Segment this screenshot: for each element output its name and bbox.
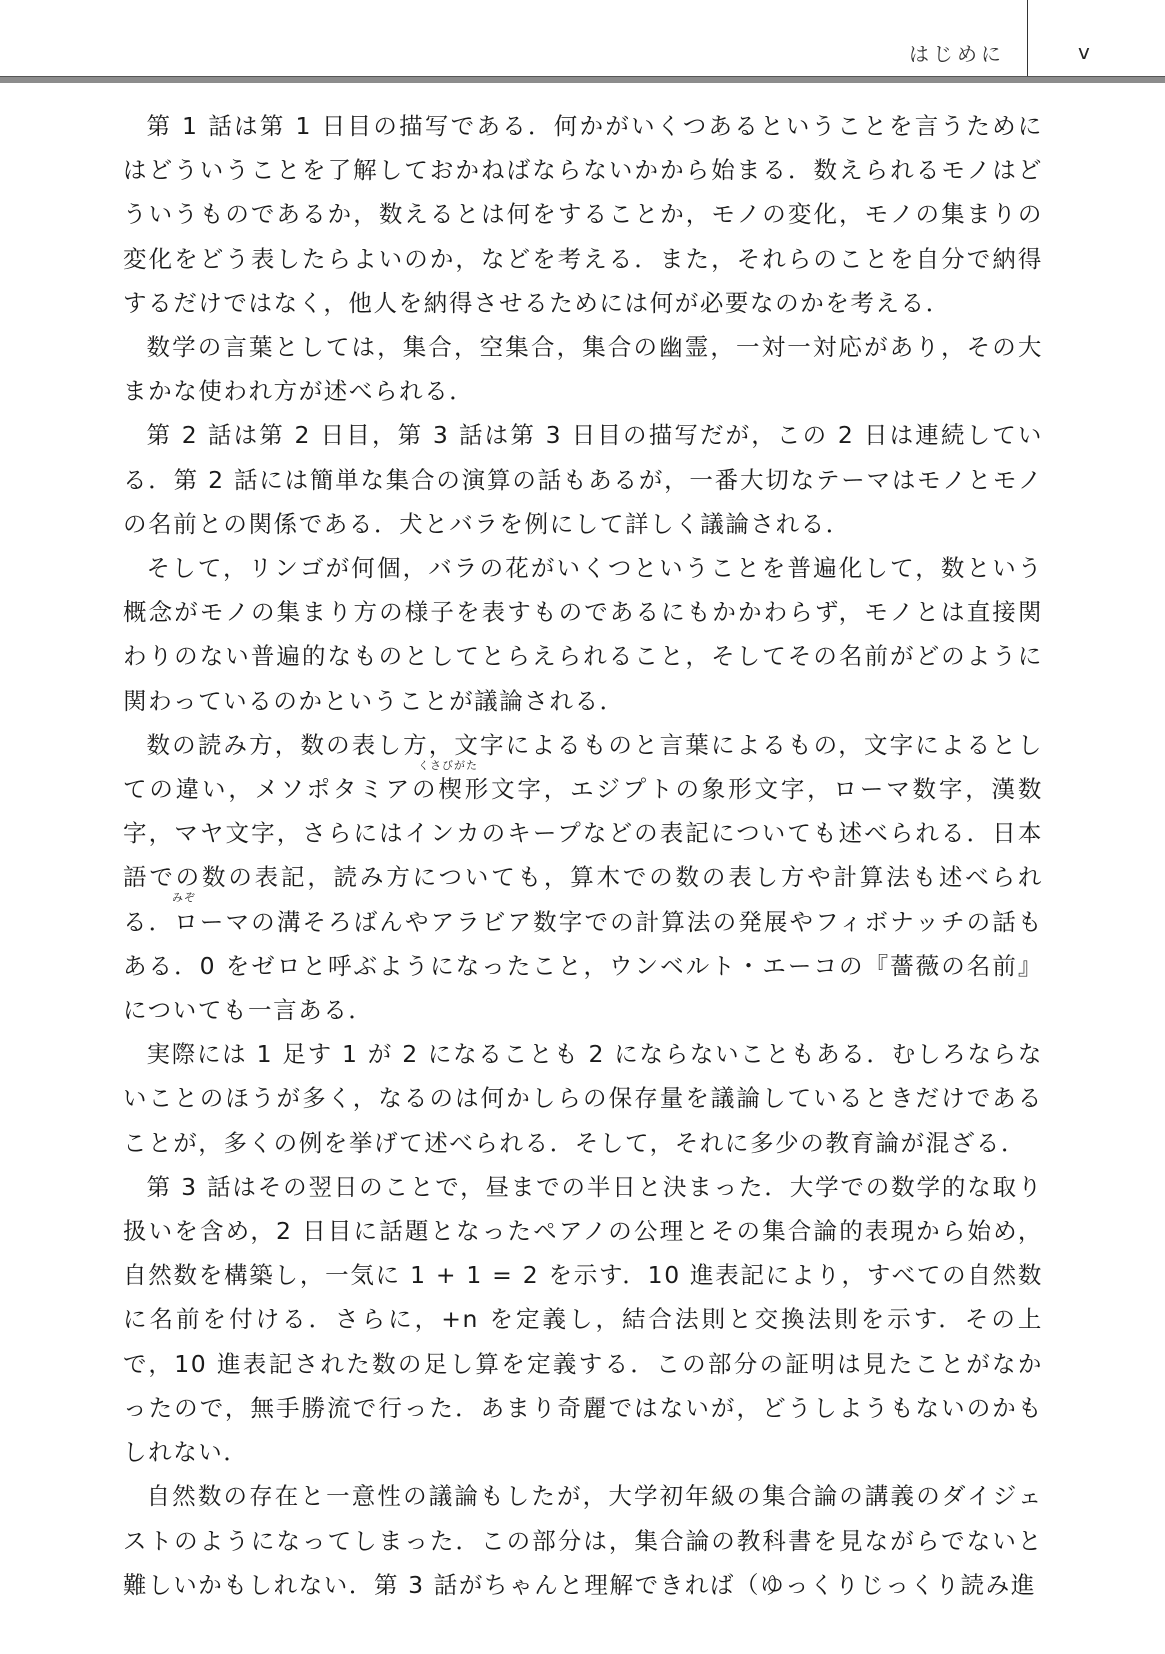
page-header (0, 0, 1165, 88)
paragraph-8: 自然数の存在と一意性の議論もしたが，大学初年級の集合論の講義のダイジェストのようになってしまった．この部分は，集合論の教科書を見ながらでないと難しいかもしれない．第 3 話がちゃんと理解できれば（ゆっくりじっくり読み進 (123, 1482, 1043, 1599)
running-title: はじめに (909, 42, 1005, 66)
paragraph-1: 第 1 話は第 1 日目の描写である．何かがいくつあるということを言うためにはどういうことを了解しておかねばならないかから始まる．数えられるモノはどういうものであるか，数えるとは何をすることか，モノの変化，モノの集まりの変化をどう表したらよいのか，などを考える．また，それらのことを自分で納得するだけではなく，他人を納得させるためには何が必要なのかを考える． (123, 112, 1043, 317)
paragraph-2: 数学の言葉としては，集合，空集合，集合の幽霊，一対一対応があり，その大まかな使われ方が述べられる． (123, 333, 1043, 406)
ruby-mizo: みぞ (172, 891, 196, 904)
page-number: v (1078, 40, 1090, 64)
paragraph-7: 第 3 話はその翌日のことで，昼までの半日と決まった．大学での数学的な取り扱いを含め，2 日目に話題となったペアノの公理とその集合論的表現から始め，自然数を構築し，一気に 1 + 1 = 2 を示す．10 進表記により，すべての自然数に名前を付ける．さらに，+n を定義し，結合法則と交換法則を示す．その上で，10 進表記された数の足し算を定義する．この部分の証明は見たことがなかったので，無手勝流で行った．あまり奇麗ではないが，どうしようもないのかもしれない． (123, 1172, 1043, 1467)
paragraph-6: 実際には 1 足す 1 が 2 になることも 2 にならないこともある．むしろならないことのほうが多く，なるのは何かしらの保存量を議論しているときだけであることが，多くの例を挙げて述べられる．そして，それに多少の教育論が混ざる． (123, 1040, 1043, 1157)
ruby-kusabigata: くさびがた (418, 759, 478, 772)
paragraph-3: 第 2 話は第 2 日目，第 3 話は第 3 日目の描写だが，この 2 日は連続している．第 2 話には簡単な集合の演算の話もあるが，一番大切なテーマはモノとモノの名前との関係である．犬とバラを例にして詳しく議論される． (123, 421, 1043, 538)
header-divider (1027, 0, 1028, 76)
paragraph-4: そして，リンゴが何個，バラの花がいくつということを普遍化して，数という概念がモノの集まり方の様子を表すものであるにもかかわらず，モノとは直接関わりのない普遍的なものとしてとらえられること，そしてその名前がどのように関わっているのかということが議論される． (123, 554, 1043, 715)
header-rule (0, 76, 1165, 83)
paragraph-5: 数の読み方，数の表し方，文字によるものと言葉によるもの，文字によるとしての違い，メソポタミアの楔形文字，エジプトの象形文字，ローマ数字，漢数字，マヤ文字，さらにはインカのキープなどの表記についても述べられる．日本語での数の表記，読み方についても，算木での数の表し方や計算法も述べられる．ローマの溝そろばんやアラビア数字での計算法の発展やフィボナッチの話もある．0 をゼロと呼ぶようになったこと，ウンベルト・エーコの『薔薇の名前』についても一言ある． (123, 730, 1043, 1025)
body-text (123, 104, 1043, 1607)
